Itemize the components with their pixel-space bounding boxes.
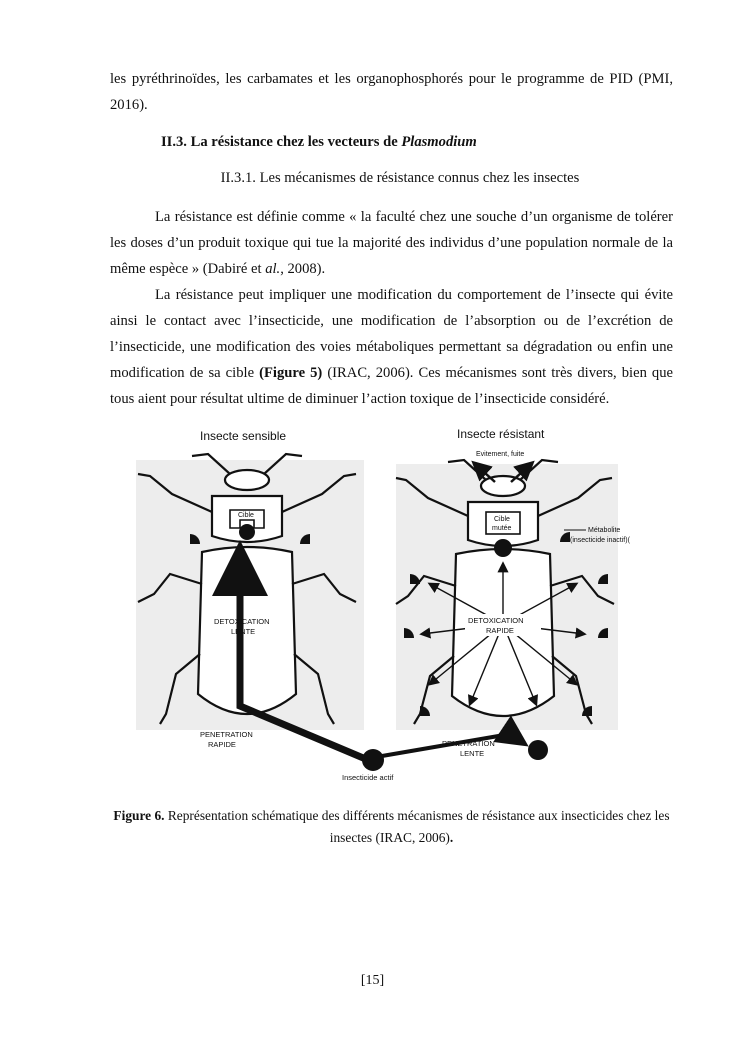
label-detox-rapide-1: DETOXICATION — [468, 616, 524, 625]
label-detox-lente-2: LENTE — [231, 627, 256, 636]
section-heading — [161, 134, 477, 151]
resistance-mechanisms-figure — [130, 424, 650, 790]
label-detox-rapide-2: RAPIDE — [486, 626, 514, 635]
label-penetration-rapide-1: PENETRATION — [200, 730, 253, 739]
mechanisms-text: La résistance peut impliquer une modification du comportement de l’insecte qui évite ainsi le contact avec l’insecticide, une modification de l’absorption ou de l’excrétion de l’insecticide, une modification des voies métaboliques permettant sa dégradation ou enfin une modification de sa cible — [110, 287, 673, 381]
paragraph-intro: les pyréthrinoïdes, les carbamates et les organophosphorés pour le programme de PID (PMI, 2016). — [110, 71, 673, 113]
paragraph-mechanisms — [110, 282, 673, 412]
mechanisms-end: (IRAC, 2006). Ces mécanismes sont très divers, bien que tous aient pour résultat ultime de diminuer l’action toxique de l’insecticide considéré. — [110, 365, 673, 407]
figure-reference: (Figure 5) — [259, 365, 323, 381]
insecticide-outside-dot — [528, 740, 548, 760]
label-metabolite-2: (insecticide inactif)( — [570, 537, 630, 544]
figure-caption — [110, 805, 673, 849]
label-cible: Cible — [238, 512, 254, 519]
insecticide-actif-dot — [362, 749, 384, 771]
subsection-heading: II.3.1. Les mécanismes de résistance connus chez les insectes — [220, 170, 580, 186]
page-number: [15] — [360, 973, 385, 988]
label-metabolite-1: Métabolite — [588, 527, 621, 534]
label-insecte-sensible: Insecte sensible — [200, 429, 287, 443]
insecticide-on-target — [239, 524, 255, 540]
label-evitement: Evitement, fuite — [476, 451, 525, 458]
definition-italic: al. — [265, 261, 281, 277]
label-insecte-resistant: Insecte résistant — [457, 427, 545, 441]
paragraph-definition — [110, 204, 673, 282]
label-cible-mutee-1: Cible — [494, 516, 510, 523]
label-cible-mutee-2: mutée — [492, 525, 512, 532]
section-title-italic: Plasmodium — [401, 134, 477, 150]
definition-end: , 2008). — [280, 261, 326, 277]
caption-label: Figure 6. — [113, 808, 165, 823]
label-penetration-rapide-2: RAPIDE — [208, 740, 236, 749]
caption-text: Représentation schématique des différents mécanismes de résistance aux insecticides chez les insectes (IRAC, 2006) — [164, 808, 670, 845]
insecticide-blocked — [494, 539, 512, 557]
label-penetration-lente-1: PENETRATION — [442, 739, 495, 748]
label-insecticide-actif: Insecticide actif — [342, 773, 394, 782]
caption-end: . — [449, 830, 454, 845]
section-title: La résistance chez les vecteurs de — [190, 134, 398, 150]
section-number: II.3. — [161, 134, 187, 150]
label-penetration-lente-2: LENTE — [460, 749, 485, 758]
definition-text: La résistance est définie comme « la faculté chez une souche d’un organisme de tolérer les doses d’un produit toxique qui tue la majorité des individus d’une population normale de la même espèce » (Dabiré et — [110, 209, 673, 277]
label-detox-lente-1: DETOXICATION — [214, 617, 270, 626]
